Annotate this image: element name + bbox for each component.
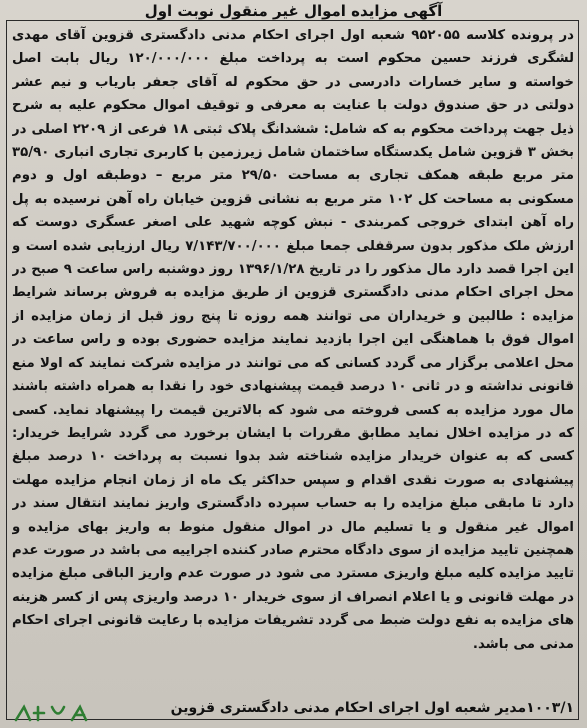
- office-signature: ۱۰۰۳/۱مدیر شعبه اول اجرای احکام مدنی دادگستری قزوین: [170, 700, 574, 716]
- notice-title: آگهی مزایده اموال غیر منقول نوبت اول: [144, 2, 443, 20]
- notice-body: در پرونده کلاسه ۹۵۲۰۵۵ شعبه اول اجرای احکام مدنی دادگستری قزوین آقای مهدی لشگری فرزند حسین محکوم است به پرداخت مبلغ ۱۲۰/۰۰۰/۰۰۰ ریال بابت اصل خواسته و سایر خسارات دادرسی در حق محکوم له آقای جعفر باریاب و نیم عشر دولتی در حق صندوق دولت با عنایت به معرفی و توقیف اموال محکوم علیه به شرح ذیل جهت پرداخت محکوم به که شامل: ششدانگ پلاک ثبتی ۱۸ فرعی از ۲۲۰۹ اصلی در بخش ۳ قزوین شامل یکدستگاه ساختمان شامل زیرزمین با کاربری تجاری انباری ۳۵/۹۰ متر مربع طبقه همکف تجاری به مساحت ۲۹/۵۰ متر مربع – دوطبقه اول و دوم مسکونی به مساحت کل ۱۰۲ متر مربع به نشانی قزوین خیابان راه آهن نرسیده به پل راه آهن ابتدای خروجی کمربندی - نبش کوچه شهید علی اصغر عسگری دوست که ارزش ملک مذکور بدون سرقفلی جمعا مبلغ ۷/۱۴۳/۷۰۰/۰۰۰ ریال ارزیابی شده است و این اجرا قصد دارد مال مذکور را در تاریخ ۱۳۹۶/۱/۲۸ روز دوشنبه راس ساعت ۹ صبح در محل اجرای احکام مدنی دادگستری قزوین از طریق مزایده به فروش برساند شرایط مزایده : طالبین و خریداران می توانند همه روزه تا پنج روز قبل از زمان مزایده از اموال فوق با هماهنگی این اجرا بازدید نمایند مزایده حضوری بوده و راس ساعت در محل اعلامی برگزار می گردد کسانی که می توانند در مزایده شرکت نمایند که اولا منع قانونی نداشته و در ثانی ۱۰ درصد قیمت پیشنهادی خود را نقدا به همراه داشته باشند مال مورد مزایده به کسی فروخته می شود که بالاترین قیمت را پیشنهاد نماید. کسی که در مزایده اخلال نماید مطابق مقررات با ایشان برخورد می گردد شرایط خریدار: کسی که به عنوان خریدار مزایده شناخته شد بدوا نسبت به پرداخت ۱۰ درصد مبلغ پیشنهادی به صورت نقدی اقدام و سپس حداکثر یک ماه از زمان انجام مزایده مهلت دارد تا مابقی مبلغ مزایده را به حساب سپرده دادگستری واریز نمایند انتقال سند در اموال غیر منقول و یا تسلیم مال در اموال منقول منوط به واریز بهای مزایده و همچنین تایید مزایده از سوی دادگاه محترم صادر کننده اجراییه می باشد در صورت عدم تایید مزایده کلیه مبلغ واریزی مسترد می شود در صورت عدم واریز الباقی مبلغ مزایده در مهلت قانونی و یا اعلام انصراف از سوی خریدار ۱۰ درصد واریزی پس از کسر هزینه های مزایده به نفع دولت ضبط می گردد تشریفات مزایده با رعایت قانونی اجرای احکام مدنی می باشد.: [12, 28, 574, 652]
- stamp-logo-icon: [12, 702, 96, 724]
- signature-row: [12, 700, 574, 726]
